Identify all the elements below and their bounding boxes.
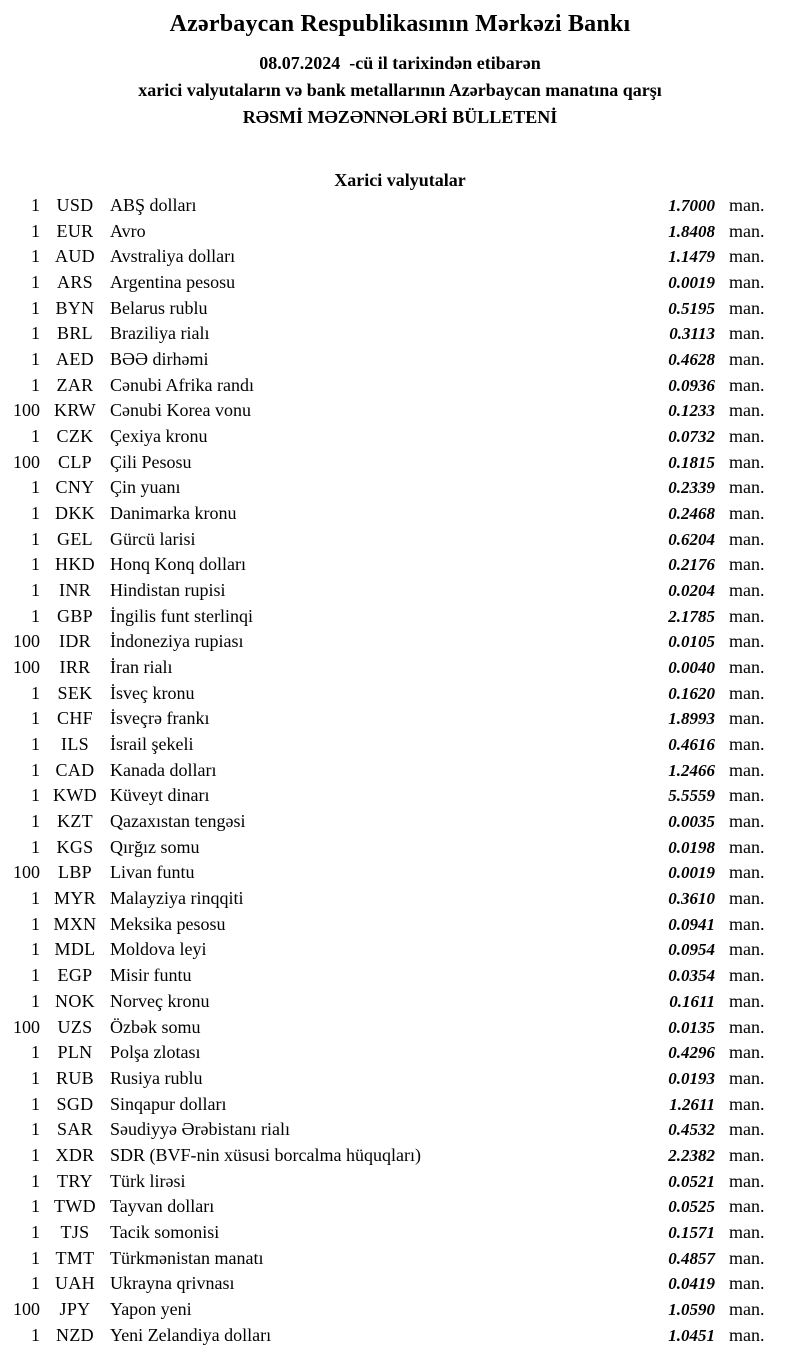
unit-cell: man. [729, 1042, 765, 1063]
table-row [0, 501, 800, 527]
unit-cell: man. [729, 888, 765, 909]
table-row [0, 937, 800, 963]
unit-cell: man. [729, 631, 765, 652]
currency-code-cell: CLP [58, 451, 92, 472]
currency-code-cell: SGD [56, 1093, 94, 1114]
unit-cell: man. [729, 1170, 765, 1191]
currency-code-cell: EUR [56, 220, 94, 241]
currency-code-cell: XDR [55, 1144, 95, 1165]
quantity-cell: 1 [31, 349, 40, 370]
quantity-cell: 1 [31, 888, 40, 909]
unit-cell: man. [729, 477, 765, 498]
unit-cell: man. [729, 862, 765, 883]
currency-code-cell: TMT [55, 1247, 95, 1268]
currency-code-cell: RUB [56, 1067, 94, 1088]
currency-code-cell: TWD [54, 1196, 96, 1217]
unit-cell: man. [729, 836, 765, 857]
currency-name-cell: Çexiya kronu [110, 426, 208, 447]
unit-cell: man. [729, 1196, 765, 1217]
currency-code-cell: KZT [57, 811, 93, 832]
quantity-cell: 1 [31, 759, 40, 780]
table-row [0, 373, 800, 399]
quantity-cell: 1 [31, 297, 40, 318]
quantity-cell: 1 [31, 1144, 40, 1165]
currency-name-cell: Norveç kronu [110, 990, 210, 1011]
currency-name-cell: BƏƏ dirhəmi [110, 349, 209, 370]
rate-value-cell: 1.0451 [668, 1325, 715, 1345]
rates-table [0, 193, 800, 1348]
rate-value-cell: 0.0040 [668, 658, 715, 678]
rate-value-cell: 0.0419 [668, 1274, 715, 1294]
currency-name-cell: Polşa zlotası [110, 1042, 201, 1063]
rate-value-cell: 0.0198 [668, 837, 715, 857]
rate-value-cell: 0.5195 [668, 298, 715, 318]
quantity-cell: 1 [31, 1247, 40, 1268]
quantity-cell: 1 [31, 580, 40, 601]
currency-code-cell: USD [56, 195, 94, 215]
currency-name-cell: Cənubi Korea vonu [110, 400, 251, 421]
unit-cell: man. [729, 195, 765, 215]
rate-value-cell: 0.0525 [668, 1197, 715, 1217]
unit-cell: man. [729, 349, 765, 370]
currency-name-cell: İsrail şekeli [110, 734, 194, 755]
quantity-cell: 1 [31, 734, 40, 755]
quantity-cell: 1 [31, 1324, 40, 1345]
unit-cell: man. [729, 1324, 765, 1345]
currency-name-cell: Belarus rublu [110, 297, 208, 318]
rate-value-cell: 0.2339 [668, 478, 715, 498]
table-row [0, 321, 800, 347]
unit-cell: man. [729, 220, 765, 241]
currency-code-cell: AED [56, 349, 94, 370]
quantity-cell: 1 [31, 528, 40, 549]
currency-code-cell: IRR [59, 657, 91, 678]
table-row [0, 1194, 800, 1220]
quantity-cell: 100 [13, 451, 40, 472]
currency-name-cell: Yapon yeni [110, 1298, 192, 1319]
currency-code-cell: NZD [56, 1324, 94, 1345]
rate-value-cell: 0.0354 [668, 966, 715, 986]
rate-value-cell: 0.3610 [668, 889, 715, 909]
unit-cell: man. [729, 246, 765, 267]
unit-cell: man. [729, 1247, 765, 1268]
currency-name-cell: Misir funtu [110, 965, 192, 986]
table-row [0, 347, 800, 373]
unit-cell: man. [729, 297, 765, 318]
bulletin-header [0, 0, 800, 131]
currency-code-cell: KGS [56, 836, 94, 857]
table-row [0, 886, 800, 912]
table-row [0, 1220, 800, 1246]
table-row [0, 758, 800, 784]
currency-code-cell: DKK [55, 503, 95, 524]
table-row [0, 1297, 800, 1323]
currency-code-cell: ARS [57, 272, 93, 293]
unit-cell: man. [729, 554, 765, 575]
quantity-cell: 1 [31, 246, 40, 267]
rate-value-cell: 0.0019 [668, 273, 715, 293]
currency-name-cell: Yeni Zelandiya dolları [110, 1324, 272, 1345]
bank-title: Azərbaycan Respublikasının Mərkəzi Bankı [169, 11, 631, 37]
rate-value-cell: 0.4628 [668, 350, 715, 370]
unit-cell: man. [729, 374, 765, 395]
quantity-cell: 1 [31, 1170, 40, 1191]
rate-value-cell: 0.1611 [669, 991, 715, 1011]
table-row [0, 835, 800, 861]
header-subtitle-block [0, 50, 800, 131]
unit-cell: man. [729, 1221, 765, 1242]
rate-value-cell: 0.1620 [668, 683, 715, 703]
currency-name-cell: Meksika pesosu [110, 913, 226, 934]
table-row [0, 732, 800, 758]
rate-value-cell: 0.1571 [668, 1222, 715, 1242]
quantity-cell: 1 [31, 939, 40, 960]
rate-value-cell: 5.5559 [668, 786, 715, 806]
quantity-cell: 1 [31, 220, 40, 241]
rate-value-cell: 1.7000 [668, 196, 715, 215]
table-row [0, 270, 800, 296]
currency-code-cell: IDR [59, 631, 91, 652]
currency-code-cell: JPY [59, 1298, 91, 1319]
rate-value-cell: 0.0941 [668, 914, 715, 934]
currency-name-cell: Küveyt dinarı [110, 785, 210, 806]
currency-name-cell: Tayvan dolları [110, 1196, 215, 1217]
currency-code-cell: MDL [54, 939, 96, 960]
currency-code-cell: BYN [55, 297, 95, 318]
unit-cell: man. [729, 913, 765, 934]
rate-value-cell: 0.4296 [668, 1043, 715, 1063]
table-row [0, 219, 800, 245]
rate-value-cell: 0.1815 [668, 452, 715, 472]
currency-name-cell: ABŞ dolları [110, 195, 197, 215]
unit-cell: man. [729, 1016, 765, 1037]
currency-name-cell: Çili Pesosu [110, 451, 192, 472]
unit-cell: man. [729, 785, 765, 806]
currency-name-cell: Kanada dolları [110, 759, 217, 780]
rate-value-cell: 0.0105 [668, 632, 715, 652]
quantity-cell: 100 [13, 631, 40, 652]
rate-value-cell: 0.4532 [668, 1120, 715, 1140]
rate-value-cell: 0.0732 [668, 427, 715, 447]
rate-value-cell: 0.0521 [668, 1171, 715, 1191]
quantity-cell: 1 [31, 195, 40, 215]
quantity-cell: 1 [31, 1273, 40, 1294]
table-row [0, 244, 800, 270]
table-row [0, 681, 800, 707]
currency-name-cell: Qazaxıstan tengəsi [110, 811, 246, 832]
quantity-cell: 1 [31, 708, 40, 729]
currency-code-cell: CNY [55, 477, 95, 498]
currency-name-cell: Malayziya rinqqiti [110, 888, 244, 909]
currency-code-cell: SEK [57, 682, 93, 703]
subtitle-line: xarici valyutaların və bank metallarının Azərbaycan manatına qarşı [138, 80, 662, 100]
rate-value-cell: 2.2382 [668, 1145, 715, 1165]
unit-cell: man. [729, 323, 765, 344]
currency-code-cell: HKD [55, 554, 95, 575]
table-row [0, 604, 800, 630]
currency-name-cell: Sinqapur dolları [110, 1093, 227, 1114]
table-row [0, 1015, 800, 1041]
currency-name-cell: Avstraliya dolları [110, 246, 236, 267]
currency-code-cell: KWD [53, 785, 97, 806]
rate-value-cell: 0.0019 [668, 863, 715, 883]
unit-cell: man. [729, 272, 765, 293]
unit-cell: man. [729, 426, 765, 447]
rate-value-cell: 0.2176 [668, 555, 715, 575]
quantity-cell: 100 [13, 862, 40, 883]
currency-name-cell: Qırğız somu [110, 836, 200, 857]
quantity-cell: 1 [31, 605, 40, 626]
currency-name-cell: İsveç kronu [110, 682, 195, 703]
quantity-cell: 1 [31, 785, 40, 806]
currency-code-cell: GEL [57, 528, 93, 549]
currency-name-cell: Danimarka kronu [110, 503, 237, 524]
quantity-cell: 1 [31, 811, 40, 832]
unit-cell: man. [729, 1273, 765, 1294]
quantity-cell: 1 [31, 1093, 40, 1114]
rate-value-cell: 1.8993 [668, 709, 715, 729]
table-row [0, 1092, 800, 1118]
quantity-cell: 1 [31, 990, 40, 1011]
quantity-cell: 1 [31, 913, 40, 934]
currency-name-cell: Rusiya rublu [110, 1067, 203, 1088]
currency-code-cell: PLN [57, 1042, 93, 1063]
currency-name-cell: Avro [110, 220, 146, 241]
unit-cell: man. [729, 1119, 765, 1140]
quantity-cell: 100 [13, 1016, 40, 1037]
table-row [0, 1169, 800, 1195]
rate-value-cell: 0.0193 [668, 1068, 715, 1088]
quantity-cell: 1 [31, 477, 40, 498]
currency-name-cell: Livan funtu [110, 862, 195, 883]
currency-code-cell: UAH [55, 1273, 95, 1294]
currency-code-cell: CAD [55, 759, 95, 780]
rate-value-cell: 1.2611 [669, 1094, 715, 1114]
rate-value-cell: 1.0590 [668, 1299, 715, 1319]
rate-value-cell: 1.2466 [668, 760, 715, 780]
rate-value-cell: 0.4857 [668, 1248, 715, 1268]
quantity-cell: 1 [31, 1042, 40, 1063]
rate-value-cell: 0.0135 [668, 1017, 715, 1037]
currency-name-cell: Honq Konq dolları [110, 554, 246, 575]
currency-name-cell: Çin yuanı [110, 477, 181, 498]
table-row [0, 963, 800, 989]
unit-cell: man. [729, 451, 765, 472]
currency-code-cell: GBP [57, 605, 93, 626]
quantity-cell: 1 [31, 1067, 40, 1088]
unit-cell: man. [729, 939, 765, 960]
table-row [0, 809, 800, 835]
unit-cell: man. [729, 1298, 765, 1319]
unit-cell: man. [729, 682, 765, 703]
rate-value-cell: 0.0954 [668, 940, 715, 960]
section-title-foreign-currencies: Xarici valyutalar [334, 170, 466, 190]
currency-code-cell: LBP [58, 862, 92, 883]
quantity-cell: 1 [31, 1221, 40, 1242]
unit-cell: man. [729, 990, 765, 1011]
unit-cell: man. [729, 503, 765, 524]
table-row [0, 1271, 800, 1297]
table-row [0, 1117, 800, 1143]
rate-value-cell: 0.0204 [668, 581, 715, 601]
table-row [0, 989, 800, 1015]
currency-name-cell: Gürcü larisi [110, 528, 196, 549]
currency-code-cell: TRY [57, 1170, 93, 1191]
currency-code-cell: ZAR [56, 374, 94, 395]
currency-code-cell: INR [59, 580, 91, 601]
quantity-cell: 1 [31, 272, 40, 293]
quantity-cell: 1 [31, 426, 40, 447]
table-row [0, 655, 800, 681]
currency-name-cell: Türkmənistan manatı [110, 1247, 264, 1268]
table-row [0, 424, 800, 450]
unit-cell: man. [729, 759, 765, 780]
table-row [0, 706, 800, 732]
unit-cell: man. [729, 528, 765, 549]
table-row [0, 1066, 800, 1092]
currency-name-cell: Özbək somu [110, 1016, 201, 1037]
unit-cell: man. [729, 1067, 765, 1088]
quantity-cell: 1 [31, 965, 40, 986]
rate-value-cell: 0.3113 [669, 324, 715, 344]
currency-name-cell: Braziliya rialı [110, 323, 210, 344]
rate-value-cell: 0.4616 [668, 735, 715, 755]
currency-name-cell: Səudiyyə Ərəbistanı rialı [110, 1119, 290, 1140]
table-row [0, 398, 800, 424]
currency-code-cell: UZS [57, 1016, 93, 1037]
currency-name-cell: Moldova leyi [110, 939, 207, 960]
currency-code-cell: MXN [53, 913, 97, 934]
unit-cell: man. [729, 400, 765, 421]
table-row [0, 552, 800, 578]
unit-cell: man. [729, 1093, 765, 1114]
rate-value-cell: 0.1233 [668, 401, 715, 421]
table-row [0, 1323, 800, 1349]
currency-code-cell: AUD [55, 246, 95, 267]
rate-value-cell: 0.0936 [668, 375, 715, 395]
quantity-cell: 1 [31, 682, 40, 703]
currency-code-cell: KRW [54, 400, 96, 421]
currency-name-cell: SDR (BVF-nin xüsusi borcalma hüquqları) [110, 1144, 421, 1165]
rate-value-cell: 0.0035 [668, 812, 715, 832]
currency-name-cell: İsveçrə frankı [110, 708, 210, 729]
currency-name-cell: Ukrayna qrivnası [110, 1273, 235, 1294]
currency-name-cell: Argentina pesosu [110, 272, 236, 293]
currency-code-cell: CHF [57, 708, 93, 729]
currency-name-cell: İndoneziya rupiası [110, 631, 244, 652]
effective-date-line: 08.07.2024 -cü il tarixindən etibarən [259, 53, 541, 73]
unit-cell: man. [729, 605, 765, 626]
table-row [0, 783, 800, 809]
table-row [0, 860, 800, 886]
table-row [0, 1040, 800, 1066]
table-row [0, 578, 800, 604]
currency-name-cell: İran rialı [110, 657, 173, 678]
currency-code-cell: BRL [57, 323, 93, 344]
table-row [0, 527, 800, 553]
quantity-cell: 100 [13, 1298, 40, 1319]
unit-cell: man. [729, 1144, 765, 1165]
currency-name-cell: İngilis funt sterlinqi [110, 605, 253, 626]
quantity-cell: 1 [31, 374, 40, 395]
table-row [0, 912, 800, 938]
currency-code-cell: NOK [55, 990, 95, 1011]
table-row [0, 296, 800, 322]
rate-value-cell: 1.8408 [668, 221, 715, 241]
currency-name-cell: Cənubi Afrika randı [110, 374, 254, 395]
quantity-cell: 100 [13, 400, 40, 421]
unit-cell: man. [729, 657, 765, 678]
table-row [0, 193, 800, 219]
quantity-cell: 1 [31, 1119, 40, 1140]
currency-code-cell: SAR [57, 1119, 93, 1140]
currency-code-cell: TJS [60, 1221, 90, 1242]
quantity-cell: 1 [31, 554, 40, 575]
currency-name-cell: Hindistan rupisi [110, 580, 226, 601]
currency-code-cell: ILS [61, 734, 89, 755]
bulletin-title: RƏSMİ MƏZƏNNƏLƏRİ BÜLLETENİ [242, 107, 558, 127]
rate-value-cell: 0.6204 [668, 529, 715, 549]
unit-cell: man. [729, 708, 765, 729]
unit-cell: man. [729, 965, 765, 986]
rate-value-cell: 0.2468 [668, 504, 715, 524]
quantity-cell: 1 [31, 1196, 40, 1217]
table-row [0, 1246, 800, 1272]
table-row [0, 1143, 800, 1169]
table-row [0, 475, 800, 501]
unit-cell: man. [729, 734, 765, 755]
quantity-cell: 100 [13, 657, 40, 678]
quantity-cell: 1 [31, 323, 40, 344]
rate-value-cell: 2.1785 [668, 606, 715, 626]
rate-value-cell: 1.1479 [668, 247, 715, 267]
unit-cell: man. [729, 811, 765, 832]
currency-name-cell: Türk lirəsi [110, 1170, 186, 1191]
table-row [0, 450, 800, 476]
unit-cell: man. [729, 580, 765, 601]
currency-code-cell: EGP [57, 965, 93, 986]
currency-code-cell: CZK [56, 426, 94, 447]
quantity-cell: 1 [31, 836, 40, 857]
quantity-cell: 1 [31, 503, 40, 524]
table-row [0, 629, 800, 655]
currency-name-cell: Tacik somonisi [110, 1221, 220, 1242]
currency-code-cell: MYR [54, 888, 96, 909]
